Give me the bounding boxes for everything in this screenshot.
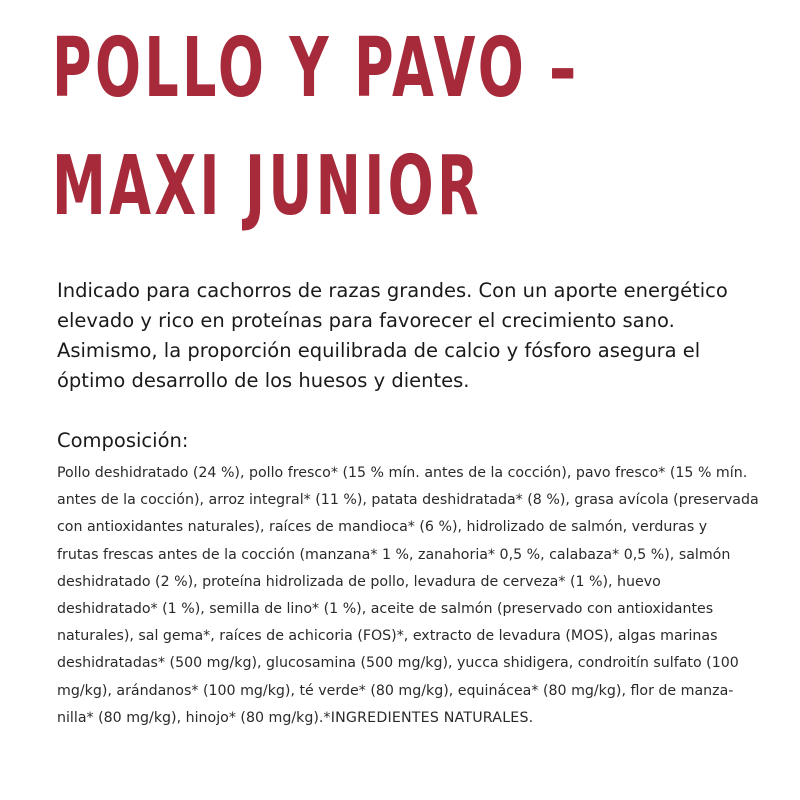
composition-line: deshidratado* (1 %), semilla de lino* (1 %), aceite de salmón (preservado con antioxidantes: [57, 601, 714, 618]
composition-last-line: nilla* (80 mg/kg), hinojo* (80 mg/kg).: [57, 709, 324, 726]
composition-line: antes de la cocción), arroz integral* (11 %), patata deshidratada* (8 %), grasa avícola (preservada: [57, 492, 759, 509]
composition-line: deshidratado (2 %), proteína hidrolizada de pollo, levadura de cerveza* (1 %), huevo: [57, 573, 661, 590]
product-description: [57, 276, 757, 396]
composition-line: mg/kg), arándanos* (100 mg/kg), té verde* (80 mg/kg), equinácea* (80 mg/kg), flor de manza-: [57, 682, 734, 699]
description-line: Asimismo, la proporción equilibrada de calcio y fósforo asegura el: [57, 339, 701, 362]
composition-line: frutas frescas antes de la cocción (manzana* 1 %, zanahoria* 0,5 %, calabaza* 0,5 %), salmón: [57, 546, 731, 563]
description-line: elevado y rico en proteínas para favorecer el crecimiento sano.: [57, 309, 675, 332]
composition-heading: Composición:: [57, 429, 189, 452]
composition-text: [57, 460, 759, 732]
natural-ingredients-note: *INGREDIENTES NATURALES.: [323, 709, 534, 726]
description-line: óptimo desarrollo de los huesos y dientes.: [57, 369, 470, 392]
description-line: Indicado para cachorros de razas grandes. Con un aporte energético: [57, 279, 728, 302]
composition-line: Pollo deshidratado (24 %), pollo fresco* (15 % mín. antes de la cocción), pavo fresco* (15 % mín.: [57, 465, 748, 481]
composition-line: con antioxidantes naturales), raíces de mandioca* (6 %), hidrolizado de salmón, verduras y: [57, 519, 708, 536]
composition-line: naturales), sal gema*, raíces de achicoria (FOS)*, extracto de levadura (MOS), algas marinas: [57, 628, 718, 645]
product-title-line-2: MAXI JUNIOR: [52, 139, 482, 234]
composition-line-last: [57, 705, 747, 732]
product-title-line-1: POLLO Y PAVO –: [52, 21, 580, 116]
composition-line: deshidratadas* (500 mg/kg), glucosamina (500 mg/kg), yucca shidigera, condroitín sulfato (100: [57, 655, 739, 672]
